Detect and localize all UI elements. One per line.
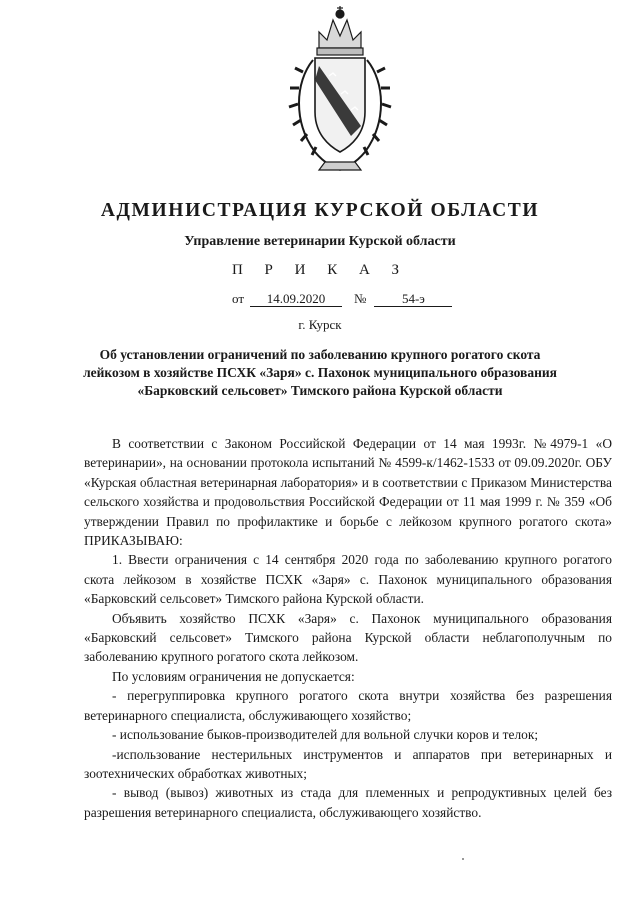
paragraph: 1. Ввести ограничения с 14 сентября 2020 года по заболеванию крупного рогатого скота лейкозом в хозяйстве ПСХК «Заря» с. Пахонок муниципального образования «Барковский сельсовет» Тимского района Курской области. (84, 552, 612, 607)
order-body (84, 434, 612, 822)
date-prefix: от (232, 291, 245, 306)
paragraph: -использование нестерильных инструментов и аппаратов при ветеринарных и зоотехнических обработках животных; (84, 746, 612, 781)
department-name: Управление ветеринарии Курской области (184, 234, 456, 249)
city: г. Курск (298, 317, 342, 332)
scan-speck (462, 858, 464, 860)
order-title: Об установлении ограничений по заболеванию крупного рогатого скота лейкозом в хозяйстве ПСХК «Заря» с. Пахонок муниципального образования «Барковский сельсовет» Тимского района Курской области (83, 347, 557, 398)
order-date-number-line (232, 291, 452, 307)
kursk-coat-of-arms-icon (285, 2, 395, 180)
order-date: 14.09.2020 (250, 292, 342, 307)
document-type: П Р И К А З (231, 262, 409, 278)
agency-name: АДМИНИСТРАЦИЯ КУРСКОЙ ОБЛАСТИ (100, 200, 540, 221)
paragraph: По условиям ограничения не допускается: (112, 668, 355, 684)
paragraph: - использование быков-производителей для вольной случки коров и телок; (112, 727, 539, 743)
number-prefix: № (354, 291, 367, 306)
paragraph: Объявить хозяйство ПСХК «Заря» с. Пахонок муниципального образования «Барковский сельсовет» Тимского района Курской области неблагополучным по заболеванию крупного рогатого скота лейкозом. (84, 610, 612, 665)
paragraph: - вывод (вывоз) животных из стада для племенных и репродуктивных целей без разрешения ветеринарного специалиста, обслуживающего хозяйство. (84, 785, 612, 820)
order-number: 54-э (374, 292, 452, 307)
paragraph: В соответствии с Законом Российской Федерации от 14 мая 1993г. №4979-1 «О ветеринарии», на основании протокола испытаний № 4599-к/1462-1533 от 09.09.2020г. ОБУ «Курская областная ветеринарная лаборатория» и в соответствии с Приказом Министерства сельского хозяйства и продовольствия Российской Федерации от 11 мая 1999 г. № 359 «Об утверждении Правил по профилактике и борьбе с лейкозом крупного рогатого скота» ПРИКАЗЫВАЮ: (84, 436, 612, 549)
paragraph: - перегруппировка крупного рогатого скота внутри хозяйства без разрешения ветеринарного специалиста, обслуживающего хозяйство; (84, 688, 612, 723)
